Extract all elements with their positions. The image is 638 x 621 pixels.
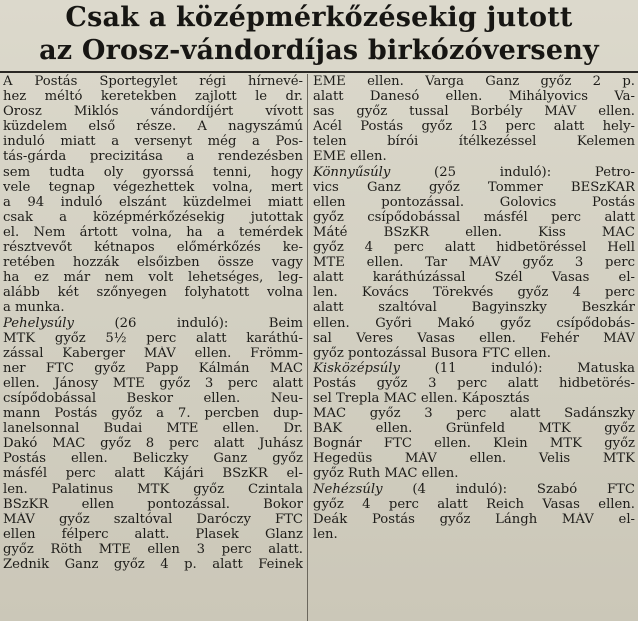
article-line (313, 270, 635, 285)
article-line-text: győz 4 perc alatt hidbetöréssel Hell (313, 240, 635, 256)
article-line (3, 270, 303, 285)
article-line-text: Hegedüs MÁV ellen. Velis MTK (313, 451, 635, 467)
article-line (313, 134, 635, 149)
article-line (313, 436, 635, 451)
article-line-text: hez méltó keretekben zajlott le dr. (3, 89, 303, 105)
article-line (3, 255, 303, 270)
article-line (3, 451, 303, 466)
article-line-text: len. Kovács Törekvés győz 4 perc (313, 285, 635, 301)
article-line (3, 527, 303, 542)
article-line-text: másfél perc alatt Kájári BSzKR el- (3, 466, 303, 482)
article-line-text: Dakó MAC győz 8 perc alatt Juhász (3, 436, 303, 452)
article-line-text: ellen. Győri Makó győz csípődobás- (313, 315, 635, 331)
article-line-text: Acél Postás győz 13 perc alatt hely- (313, 119, 635, 135)
article-line (313, 210, 635, 225)
article-line-text: BSzKR ellen pontozással. Bokor (3, 496, 303, 512)
article-line-text: MÁV győz szaltóval Daróczy FTC (3, 511, 303, 527)
article-line (3, 89, 303, 104)
article-line (313, 346, 635, 361)
article-line-text: alább két szőnyegen folyhatott volna (3, 285, 303, 301)
article-line-text: induló miatt a versenyt még a Pos- (3, 134, 303, 150)
article-line (313, 451, 635, 466)
article-line (313, 316, 635, 331)
weight-class-heading: Könnyűsúly (313, 164, 391, 180)
headline-line-2: az Orosz-vándordíjas birkózóverseny (39, 35, 599, 66)
article-line-text: győz pontozással Busora FTC ellen. (313, 345, 551, 361)
article-line-text: sem tudta oly gyorssá tenni, hogy (3, 164, 303, 180)
article-line-text: (4 induló): Szabó FTC (382, 481, 635, 497)
headline (0, 0, 638, 70)
article-line (3, 361, 303, 376)
article-line-text: BAK ellen. Grünfeld MTK győz (313, 421, 635, 437)
article-line (3, 391, 303, 406)
article-line-text: EME ellen. (313, 149, 387, 165)
article-line (3, 482, 303, 497)
article-line (313, 466, 635, 481)
article-line (3, 165, 303, 180)
article-line-text: (25 induló): Petro- (390, 164, 635, 180)
article-line-text: győz Röth MTE ellen 3 perc alatt. (3, 541, 303, 557)
article-line-text: Deák Postás győz Lángh MÁV el- (313, 511, 635, 527)
article-line (3, 466, 303, 481)
headline-line-1: Csak a középmérkőzésekig jutott (65, 2, 573, 33)
article-line-text: el. Nem ártott volna, ha a temérdek (3, 224, 303, 240)
article-line (313, 406, 635, 421)
article-line (313, 497, 635, 512)
article-line (3, 149, 303, 164)
article-line-text: Postás ellen. Beliczky Ganz győz (3, 451, 303, 467)
article-line (3, 421, 303, 436)
article-line (3, 557, 303, 572)
article-line-text: alatt Danesó ellen. Mihályovics Va- (313, 89, 635, 105)
article-line (313, 361, 635, 376)
weight-class-heading: Nehézsúly (313, 481, 383, 497)
article-line (313, 391, 635, 406)
article-line (313, 482, 635, 497)
article-line-text: EME ellen. Varga Ganz győz 2 p. (313, 74, 635, 89)
article-line (313, 255, 635, 270)
article-line (3, 195, 303, 210)
article-line-text: ellen. Jánosy MTE győz 3 perc alatt (3, 375, 303, 391)
article-line (3, 240, 303, 255)
article-line (3, 376, 303, 391)
article-line-text: résztvevőt kétnapos előmérkőzés ke- (3, 240, 303, 256)
article-line (3, 180, 303, 195)
article-line-text: vele tegnap végezhettek volna, mert (3, 179, 303, 195)
article-line-text: A Postás Sportegylet régi hírnevé- (3, 74, 303, 89)
article-line (313, 240, 635, 255)
article-line (313, 376, 635, 391)
article-line-text: MTK győz 5½ perc alatt karáthú- (3, 330, 303, 346)
article-line (313, 527, 635, 542)
article-line (3, 134, 303, 149)
article-line (3, 346, 303, 361)
article-line-text: ner FTC győz Papp Kálmán MAC (3, 360, 303, 376)
article-line (313, 225, 635, 240)
article-line (313, 74, 635, 89)
article-line-text: sas győz tussal Borbély MÁV ellen. (313, 104, 635, 120)
article-line (3, 74, 303, 89)
article-line (313, 104, 635, 119)
article-line (313, 89, 635, 104)
article-line (3, 119, 303, 134)
article-line (3, 497, 303, 512)
article-line (313, 165, 635, 180)
article-line-text: (26 induló): Beim (73, 315, 303, 331)
article-line-text: Orosz Miklós vándordíjért vívott (3, 104, 303, 120)
article-line-text: (11 induló): Matuska (399, 360, 635, 376)
article-line-text: MAC győz 3 perc alatt Sadánszky (313, 406, 635, 422)
headline-rule (0, 71, 638, 73)
article-line-text: győz 4 perc alatt Reich Vasas ellen. (313, 496, 635, 512)
article-line-text: ha ez már nem volt lehetséges, leg- (3, 270, 303, 286)
article-line-text: vics Ganz győz Tommer BESzKAR (313, 179, 635, 195)
article-line-text: ellen félperc alatt. Plasek Glanz (3, 526, 303, 542)
article-line (3, 331, 303, 346)
article-line-text: retében hozzák elsőizben össze vagy (3, 255, 303, 271)
column-divider (307, 74, 308, 621)
article-line (3, 406, 303, 421)
article-line (3, 436, 303, 451)
article-line (3, 225, 303, 240)
article-line (313, 300, 635, 315)
article-line (3, 512, 303, 527)
weight-class-heading: Kisközépsúly (313, 360, 400, 376)
article-line-text: Postás győz 3 perc alatt hidbetörés- (313, 375, 635, 391)
article-line-text: len. (313, 526, 338, 542)
article-line-text: zással Kaberger MÁV ellen. Frömm- (3, 345, 303, 361)
article-line (3, 316, 303, 331)
article-line (313, 421, 635, 436)
article-line-text: Máté BSzKR ellen. Kiss MAC (313, 224, 635, 240)
weight-class-heading: Pehelysúly (3, 315, 74, 331)
article-line-text: Zednik Ganz győz 4 p. alatt Feinek (3, 557, 303, 572)
article-line-text: ellen pontozással. Golovics Postás (313, 194, 635, 210)
article-line-text: Bognár FTC ellen. Klein MTK győz (313, 436, 635, 452)
article-line-text: len. Palatinus MTK győz Czintala (3, 481, 303, 497)
article-line-text: lanelsonnal Budai MTE ellen. Dr. (3, 421, 303, 437)
article-line-text: sal Veres Vasas ellen. Fehér MÁV (313, 330, 635, 346)
article-line-text: győz csípődobással másfél perc alatt (313, 209, 635, 225)
article-line (313, 180, 635, 195)
article-line (3, 285, 303, 300)
article-line-text: mann Postás győz a 7. percben dup- (3, 406, 303, 422)
article-line-text: küzdelem első része. A nagyszámú (3, 119, 303, 135)
article-line-text: csak a középmérkőzésekig jutottak (3, 209, 303, 225)
article-line-text: alatt karáthúzással Szél Vasas el- (313, 270, 635, 286)
article-line (313, 331, 635, 346)
article-line-text: sel Trepla MAC ellen. Káposztás (313, 390, 530, 406)
article-line (313, 195, 635, 210)
article-line-text: győz Ruth MAC ellen. (313, 466, 459, 482)
article-line-text: tás-gárda precizitása a rendezésben (3, 149, 303, 165)
article-column-left (3, 74, 303, 572)
article-line (313, 149, 635, 164)
article-line (313, 285, 635, 300)
article-line-text: MTE ellen. Tar MÁV győz 3 perc (313, 255, 635, 271)
article-line-text: telen bírói ítélkezéssel Kelemen (313, 134, 635, 150)
article-line (3, 300, 303, 315)
article-line (313, 512, 635, 527)
article-line-text: alatt szaltóval Bagyinszky Beszkár (313, 300, 635, 316)
article-line (3, 104, 303, 119)
article-line-text: a 94 induló elszánt küzdelmei miatt (3, 194, 303, 210)
article-line-text: a munka. (3, 300, 65, 316)
article-line (3, 210, 303, 225)
article-line (313, 119, 635, 134)
article-line-text: csípődobással Beskor ellen. Neu- (3, 390, 303, 406)
article-line (3, 542, 303, 557)
article-column-right (313, 74, 635, 542)
